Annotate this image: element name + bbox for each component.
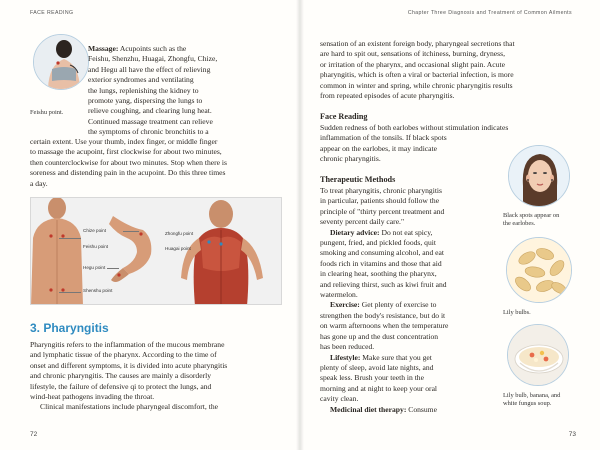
therapeutic-line: principle of "thirty percent treatment and: [320, 206, 445, 216]
intro-line: pharyngitis, which is often a viral or bacterial infection, is more: [320, 70, 514, 80]
dietary-line: watermelon.: [320, 290, 358, 300]
shenshu-point-label: Shenshu point: [83, 288, 113, 293]
feishu-point-photo: [33, 34, 89, 90]
lifestyle-line: speak less. Brush your teeth in the: [320, 373, 424, 383]
therapeutic-methods-heading: Therapeutic Methods: [320, 175, 396, 184]
face-reading-heading: Face Reading: [320, 112, 368, 121]
lifestyle-line: Make sure that you get: [362, 352, 432, 362]
dietary-line: foods rich in vitamins and those that aid: [320, 258, 442, 268]
massage-line: Continued massage treatment can relieve: [88, 116, 213, 126]
exercise-label: Exercise:: [330, 300, 360, 310]
zhongfu-point-label: Zhongfu point: [165, 231, 194, 236]
running-head-left: FACE READING: [30, 10, 74, 16]
massage-line: and Hegu all have the effect of relieving: [88, 64, 211, 74]
intro-line: from repeated episodes of acute pharyngitis.: [320, 91, 455, 101]
face-reading-line: Sudden redness of both earlobes without stimulation indicates: [320, 123, 509, 132]
lifestyle-line: cavity clean.: [320, 394, 359, 404]
lifestyle-line: plenty of sleep, avoid late nights, and: [320, 362, 434, 372]
right-page: [300, 0, 600, 450]
exercise-line: Get plenty of exercise to: [361, 300, 437, 310]
acupoint-anatomy-illustration: [30, 197, 282, 305]
intro-line: sensation of an existent foreign body, pharyngeal secretions that: [320, 39, 515, 48]
hegu-point-label: Hegu point: [83, 265, 106, 270]
massage-label: Massage:: [88, 44, 119, 53]
huagai-point-label: Huagai point: [165, 246, 191, 251]
feishu-caption: Feishu point.: [30, 109, 64, 116]
page-number-right: 73: [568, 431, 576, 438]
pharyngitis-line: wind-heat pathogens invading the throat.: [30, 392, 155, 402]
face-reading-line: inflammation of the tonsils. If black spots: [320, 133, 447, 143]
massage-line: promote yang, dispersing the lungs to: [88, 96, 203, 106]
massage-line: exterior syndromes and ventilating: [88, 75, 194, 85]
face-caption-line: the earlobes.: [503, 220, 536, 227]
exercise-line: on warm afternoons when the temperature: [320, 321, 449, 331]
face-caption-line: Black spots appear on: [503, 212, 560, 219]
massage-continuation: [30, 137, 288, 189]
pharyngitis-line: lifestyle, the failure of defensive qi to protect the lungs, and: [30, 381, 212, 391]
therapeutic-line: To treat pharyngitis, chronic pharyngitis: [320, 186, 442, 195]
soup-caption: [503, 392, 588, 408]
pharyngitis-line: and chronic pharyngitis. The causes are mainly a disorderly: [30, 371, 211, 381]
dietary-line: in clearing heat, soothing the pharynx,: [320, 269, 437, 279]
intro-line: common in winter and spring, while chronic pharyngitis results: [320, 80, 513, 90]
medicinal-label: Medicinal diet therapy:: [330, 404, 407, 414]
pharyngitis-line: Pharyngitis refers to the inflammation of the mucous membrane: [30, 340, 225, 349]
dietary-label: Dietary advice:: [330, 227, 380, 237]
face-caption: [503, 212, 583, 228]
book-gutter: [296, 0, 304, 450]
lily-soup-photo: [507, 324, 569, 386]
massage-line: the symptoms of chronic bronchitis to a: [88, 127, 209, 137]
soup-caption-line: Lily bulb, banana, and: [503, 392, 561, 399]
running-head-right: Chapter Three Diagnosis and Treatment of Common Ailments: [407, 10, 572, 16]
pharyngitis-paragraph: [30, 340, 292, 413]
face-earlobes-photo: [508, 145, 570, 207]
chize-leader-line: [123, 231, 139, 232]
massage-cont-line: to massage the acupoint, first clockwise for about two minutes,: [30, 147, 222, 157]
exercise-line: strengthen the body's resistance, but do it: [320, 310, 446, 320]
massage-cont-line: then counterclockwise for about two minutes. Stop when there is: [30, 157, 227, 167]
lily-bulbs-photo: [506, 237, 572, 303]
therapeutic-line: in particular, patients should follow the: [320, 196, 440, 206]
face-reading-line: appear on the earlobes, it may indicate: [320, 143, 438, 153]
intro-paragraph: [320, 39, 586, 101]
feishu-point-label: Feishu point: [83, 244, 109, 249]
massage-cont-line: soreness and distending pain in the acupoint. Do this three times: [30, 168, 226, 178]
pharyngitis-line: and lymphatic tissue of the pharynx. According to the time of: [30, 350, 217, 360]
massage-line: relieve coughing, and clearing lung heat.: [88, 106, 212, 116]
dietary-line: smoking and consuming alcohol, and eat: [320, 248, 445, 258]
dietary-line: pungent, fried, and pickled foods, quit: [320, 238, 436, 248]
lifestyle-line: morning and at night to keep your oral: [320, 383, 438, 393]
exercise-line: has been reduced.: [320, 342, 375, 352]
pharyngitis-line: onset and different symptoms, it is divided into acute pharyngitis: [30, 360, 228, 370]
shenshu-leader-line: [59, 292, 81, 293]
lily-caption: Lily bulbs.: [503, 309, 531, 316]
massage-line: Feishu, Shenzhu, Huagai, Zhongfu, Chize,: [88, 54, 218, 64]
pharyngitis-heading: 3. Pharyngitis: [30, 321, 109, 335]
massage-cont-line: certain extent. Use your thumb, index finger, or middle finger: [30, 137, 218, 146]
massage-line: the lungs, replenishing the kidney to: [88, 85, 199, 95]
intro-line: are hard to spit out, sensations of itchiness, burning, dryness,: [320, 49, 505, 59]
massage-line: Acupoints such as the: [119, 44, 187, 53]
soup-caption-line: white fungus soup.: [503, 400, 552, 407]
exercise-line: has gone up and the dust concentration: [320, 331, 439, 341]
page-number-left: 72: [30, 431, 38, 438]
hegu-leader-line: [107, 268, 119, 269]
medicinal-line: Consume: [408, 404, 437, 414]
lifestyle-label: Lifestyle:: [330, 352, 361, 362]
intro-line: or irritation of the pharynx, and occasional slight pain. Acute: [320, 59, 505, 69]
massage-paragraph: [88, 44, 288, 138]
therapeutic-line: seventy percent daily care.": [320, 217, 405, 227]
chize-point-label: Chize point: [83, 228, 106, 233]
therapeutic-paragraph: [320, 186, 500, 415]
massage-cont-line: a day.: [30, 178, 48, 188]
feishu-leader-line: [59, 238, 81, 239]
dietary-line: and relieving thirst, such as kiwi fruit and: [320, 279, 447, 289]
dietary-line: Do not eat spicy,: [381, 227, 433, 237]
clinical-line: Clinical manifestations include pharyngeal discomfort, the: [40, 402, 218, 412]
face-reading-line: chronic pharyngitis.: [320, 154, 381, 164]
